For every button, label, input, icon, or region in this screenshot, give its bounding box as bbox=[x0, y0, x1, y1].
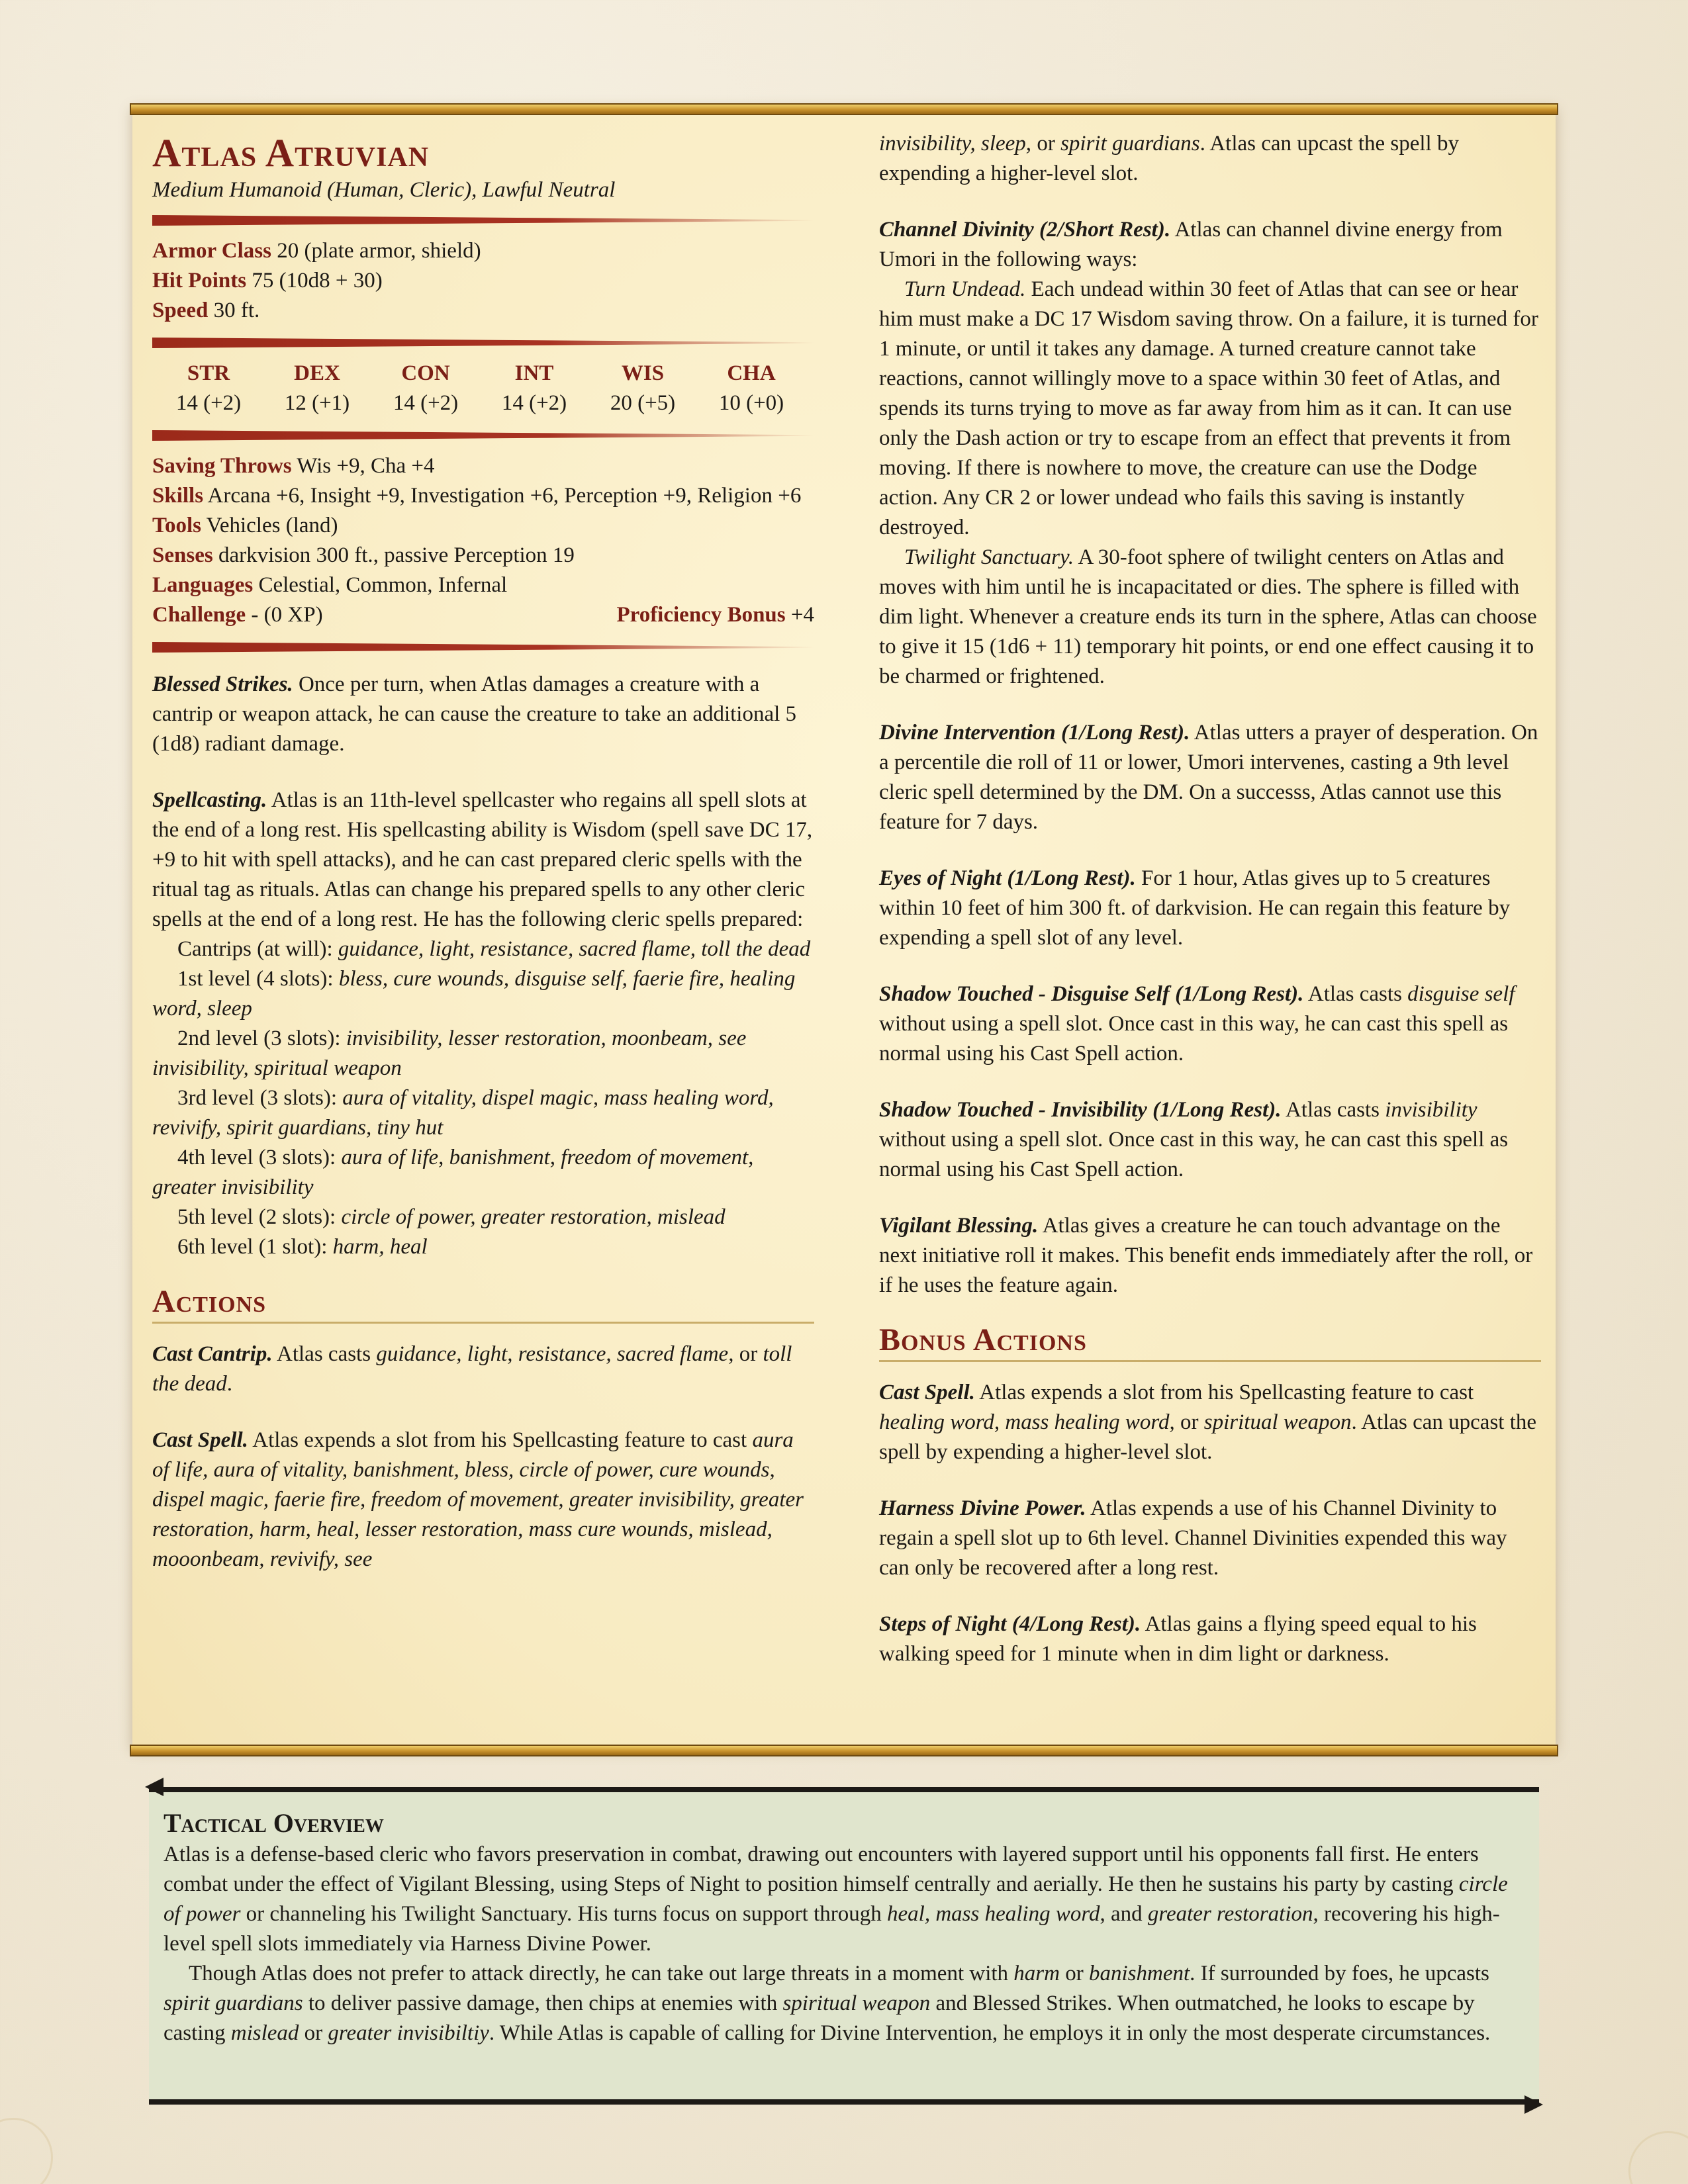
stat-block-bottom-bar bbox=[130, 1745, 1558, 1756]
twilight-sanctuary: Twilight Sanctuary. A 30-foot sphere of twilight centers on Atlas and moves with him until he is incapacitated or dies. The sphere is filled with dim light. Whenever a creature ends its turn in the sphere, Atlas can choose to give it 15 (1d6 + 11) temporary hit points, or end one effect causing it to be charmed or frightened. bbox=[879, 545, 1537, 688]
tactical-paragraph-2: Though Atlas does not prefer to attack directly, he can take out large threats in a moment with harm or banishment. If surrounded by foes, he upcasts spirit guardians to deliver passive damage, then chips at enemies with spiritual weapon and Blessed Strikes. When outmatched, he looks to escape by casting mislead or greater invisibiltiy. While Atlas is capable of calling for Divine Intervention, he employs it in only the most desperate circumstances. bbox=[164, 1962, 1491, 2045]
ability-cha: CHA 10 (+0) bbox=[718, 361, 784, 415]
ability-dex: DEX 12 (+1) bbox=[284, 361, 350, 415]
action-cast-spell-continued: invisibility, sleep, or spirit guardians. Atlas can upcast the spell by expending a higher-level slot. bbox=[879, 132, 1459, 185]
stat-block-top-bar bbox=[130, 103, 1558, 115]
creature-type: Medium Humanoid (Human, Cleric), Lawful Neutral bbox=[152, 178, 616, 202]
senses: Senses darkvision 300 ft., passive Perception 19 bbox=[152, 543, 575, 567]
page-ornament bbox=[0, 2118, 53, 2184]
challenge-row bbox=[152, 600, 814, 630]
bonus-steps-of-night: Steps of Night (4/Long Rest). Atlas gains a flying speed equal to his walking speed for 1 minute when in dim light or darkness. bbox=[879, 1612, 1477, 1666]
stat-block-right-column bbox=[879, 129, 1541, 1696]
bonus-cast-spell: Cast Spell. Atlas expends a slot from his Spellcasting feature to cast healing word, mass healing word, or spiritual weapon. Atlas can upcast the spell by expending a higher-level slot. bbox=[879, 1381, 1537, 1464]
speed: Speed 30 ft. bbox=[152, 298, 260, 322]
spell-level: 6th level (1 slot): harm, heal bbox=[177, 1235, 428, 1259]
challenge: Challenge - (0 XP) bbox=[152, 603, 323, 627]
tactical-overview-title: Tactical Overview bbox=[164, 1808, 384, 1838]
tactical-overview-box bbox=[149, 1787, 1539, 2105]
skills: Skills Arcana +6, Insight +9, Investigation +6, Perception +9, Religion +6 bbox=[152, 484, 802, 508]
hit-points: Hit Points 75 (10d8 + 30) bbox=[152, 269, 383, 293]
creature-name: Atlas Atruvian bbox=[152, 131, 430, 175]
page-ornament bbox=[1628, 2131, 1688, 2184]
divider bbox=[152, 642, 814, 653]
spell-level: Cantrips (at will): guidance, light, resistance, sacred flame, toll the dead bbox=[177, 937, 811, 961]
spell-level: 3rd level (3 slots): aura of vitality, dispel magic, mass healing word, revivify, spirit guardians, tiny hut bbox=[152, 1086, 774, 1140]
divider bbox=[152, 338, 814, 348]
trait-blessed-strikes: Blessed Strikes. Once per turn, when Atlas damages a creature with a cantrip or weapon attack, he can cause the creature to take an additional 5 (1d8) radiant damage. bbox=[152, 672, 797, 756]
spell-level: 2nd level (3 slots): invisibility, lesser restoration, moonbeam, see invisibility, spiritual weapon bbox=[152, 1026, 747, 1080]
trait-spellcasting: Spellcasting. Atlas is an 11th-level spellcaster who regains all spell slots at the end of a long rest. His spellcasting ability is Wisdom (spell save DC 17, +9 to hit with spell attacks), and he can cast prepared cleric spells with the ritual tag as rituals. Atlas can change his prepared spells to any other cleric spells at the end of a long rest. He has the following cleric spells prepared: Cantrips (at will): guidance, light, resistance, sacred flame, toll the dead 1st level (4 slots): bless, cure wounds, disguise self, faerie fire, healing word, sleep 2nd level (3 slots): invisibility, lesser restoration, moonbeam, see invisibility, spiritual weapon 3rd level (3 slots): aura of vitality, dispel magic, mass healing word, revivify, spirit guardians, tiny hut 4th level (3 slots): aura of life, banishment, freedom of movement, greater invisibility 5th level (2 slots): circle of power, greater restoration, mislead 6th level (1 slot): harm, heal bbox=[152, 786, 814, 1262]
bonus-actions-heading: Bonus Actions bbox=[879, 1320, 1541, 1362]
ability-wis: WIS 20 (+5) bbox=[610, 361, 676, 415]
action-shadow-touched-invisibility: Shadow Touched - Invisibility (1/Long Rest). Atlas casts invisibility without using a spell slot. Once cast in this way, he can cast this spell as normal using his Cast Spell action. bbox=[879, 1098, 1509, 1181]
action-vigilant-blessing: Vigilant Blessing. Atlas gives a creature he can touch advantage on the next initiative roll it makes. This benefit ends immediately after the roll, or if he uses the feature again. bbox=[879, 1214, 1533, 1297]
divider bbox=[152, 215, 814, 226]
action-cast-cantrip: Cast Cantrip. Atlas casts guidance, light, resistance, sacred flame, or toll the dead. bbox=[152, 1342, 792, 1396]
tools: Tools Vehicles (land) bbox=[152, 514, 338, 537]
proficiency-bonus: Proficiency Bonus +4 bbox=[616, 603, 814, 627]
turn-undead: Turn Undead. Each undead within 30 feet of Atlas that can see or hear him must make a DC 17 Wisdom saving throw. On a failure, it is turned for 1 minute, or until it takes any damage. A turned creature cannot take reactions, cannot willingly move to a space within 30 feet of Atlas, and spends its turns trying to move as far away from him as it can. It can use only the Dash action or try to escape from an effect that prevents it from moving. If there is nowhere to move, the creature can use the Dodge action. Any CR 2 or lower undead who fails this saving is instantly destroyed. bbox=[879, 277, 1538, 539]
ability-int: INT 14 (+2) bbox=[501, 361, 567, 415]
saving-throws: Saving Throws Wis +9, Cha +4 bbox=[152, 454, 435, 478]
divider bbox=[152, 430, 814, 441]
spell-level: 1st level (4 slots): bless, cure wounds, disguise self, faerie fire, healing word, sleep bbox=[152, 967, 796, 1021]
ability-scores bbox=[152, 359, 814, 418]
action-channel-divinity: Channel Divinity (2/Short Rest). Atlas can channel divine energy from Umori in the following ways: Turn Undead. Each undead within 30 feet of Atlas that can see or hear him must make a DC 17 Wisdom saving throw. On a failure, it is turned for 1 minute, or until it takes any damage. A turned creature cannot take reactions, cannot willingly move to a space within 30 feet of Atlas, and spends its turns trying to move as far away from him as it can. It can use only the Dash action or try to escape from an effect that prevents it from moving. If there is nowhere to move, the creature can use the Dodge action. Any CR 2 or lower undead who fails this saving is instantly destroyed. Twilight Sanctuary. A 30-foot sphere of twilight centers on Atlas and moves with him until he is incapacitated or dies. The sphere is filled with dim light. Whenever a creature ends its turn in the sphere, Atlas can choose to give it 15 (1d6 + 11) temporary hit points, or end one effect causing it to be charmed or frightened. bbox=[879, 215, 1541, 692]
action-shadow-touched-disguise: Shadow Touched - Disguise Self (1/Long Rest). Atlas casts disguise self without using a spell slot. Once cast in this way, he can cast this spell as normal using his Cast Spell action. bbox=[879, 982, 1515, 1066]
ability-con: CON 14 (+2) bbox=[393, 361, 459, 415]
ability-str: STR 14 (+2) bbox=[175, 361, 242, 415]
action-divine-intervention: Divine Intervention (1/Long Rest). Atlas utters a prayer of desperation. On a percentile die roll of 11 or lower, Umori intervenes, casting a 9th level cleric spell determined by the DM. On a successs, Atlas cannot use this feature for 7 days. bbox=[879, 721, 1538, 834]
spell-level: 5th level (2 slots): circle of power, greater restoration, mislead bbox=[177, 1205, 726, 1229]
spell-level: 4th level (3 slots): aura of life, banishment, freedom of movement, greater invisibility bbox=[152, 1146, 754, 1199]
armor-class: Armor Class 20 (plate armor, shield) bbox=[152, 239, 481, 263]
tactical-paragraph-1: Atlas is a defense-based cleric who favors preservation in combat, drawing out encounters with layered support until his opponents fall first. He enters combat under the effect of Vigilant Blessing, using Steps of Night to position himself centrally and aerially. He then he sustains his party by casting circle of power or channeling his Twilight Sanctuary. His turns focus on support through heal, mass healing word, and greater restoration, recovering his high-level spell slots immediately via Harness Divine Power. bbox=[164, 1843, 1508, 1956]
stat-block-left-column bbox=[152, 129, 814, 1601]
languages: Languages Celestial, Common, Infernal bbox=[152, 573, 508, 597]
stat-block bbox=[132, 109, 1556, 1751]
actions-heading: Actions bbox=[152, 1282, 814, 1324]
action-cast-spell: Cast Spell. Atlas expends a slot from his Spellcasting feature to cast aura of life, aura of vitality, banishment, bless, circle of power, cure wounds, dispel magic, faerie fire, freedom of movement, greater invisibility, greater restoration, harm, heal, lesser restoration, mass cure wounds, mislead, mooonbeam, revivify, see bbox=[152, 1428, 804, 1571]
bonus-harness-divine-power: Harness Divine Power. Atlas expends a use of his Channel Divinity to regain a spell slot up to 6th level. Channel Divinities expended this way can only be recovered after a long rest. bbox=[879, 1496, 1507, 1580]
action-eyes-of-night: Eyes of Night (1/Long Rest). For 1 hour, Atlas gives up to 5 creatures within 10 feet of him 300 ft. of darkvision. He can regain this feature by expending a spell slot of any level. bbox=[879, 866, 1511, 950]
